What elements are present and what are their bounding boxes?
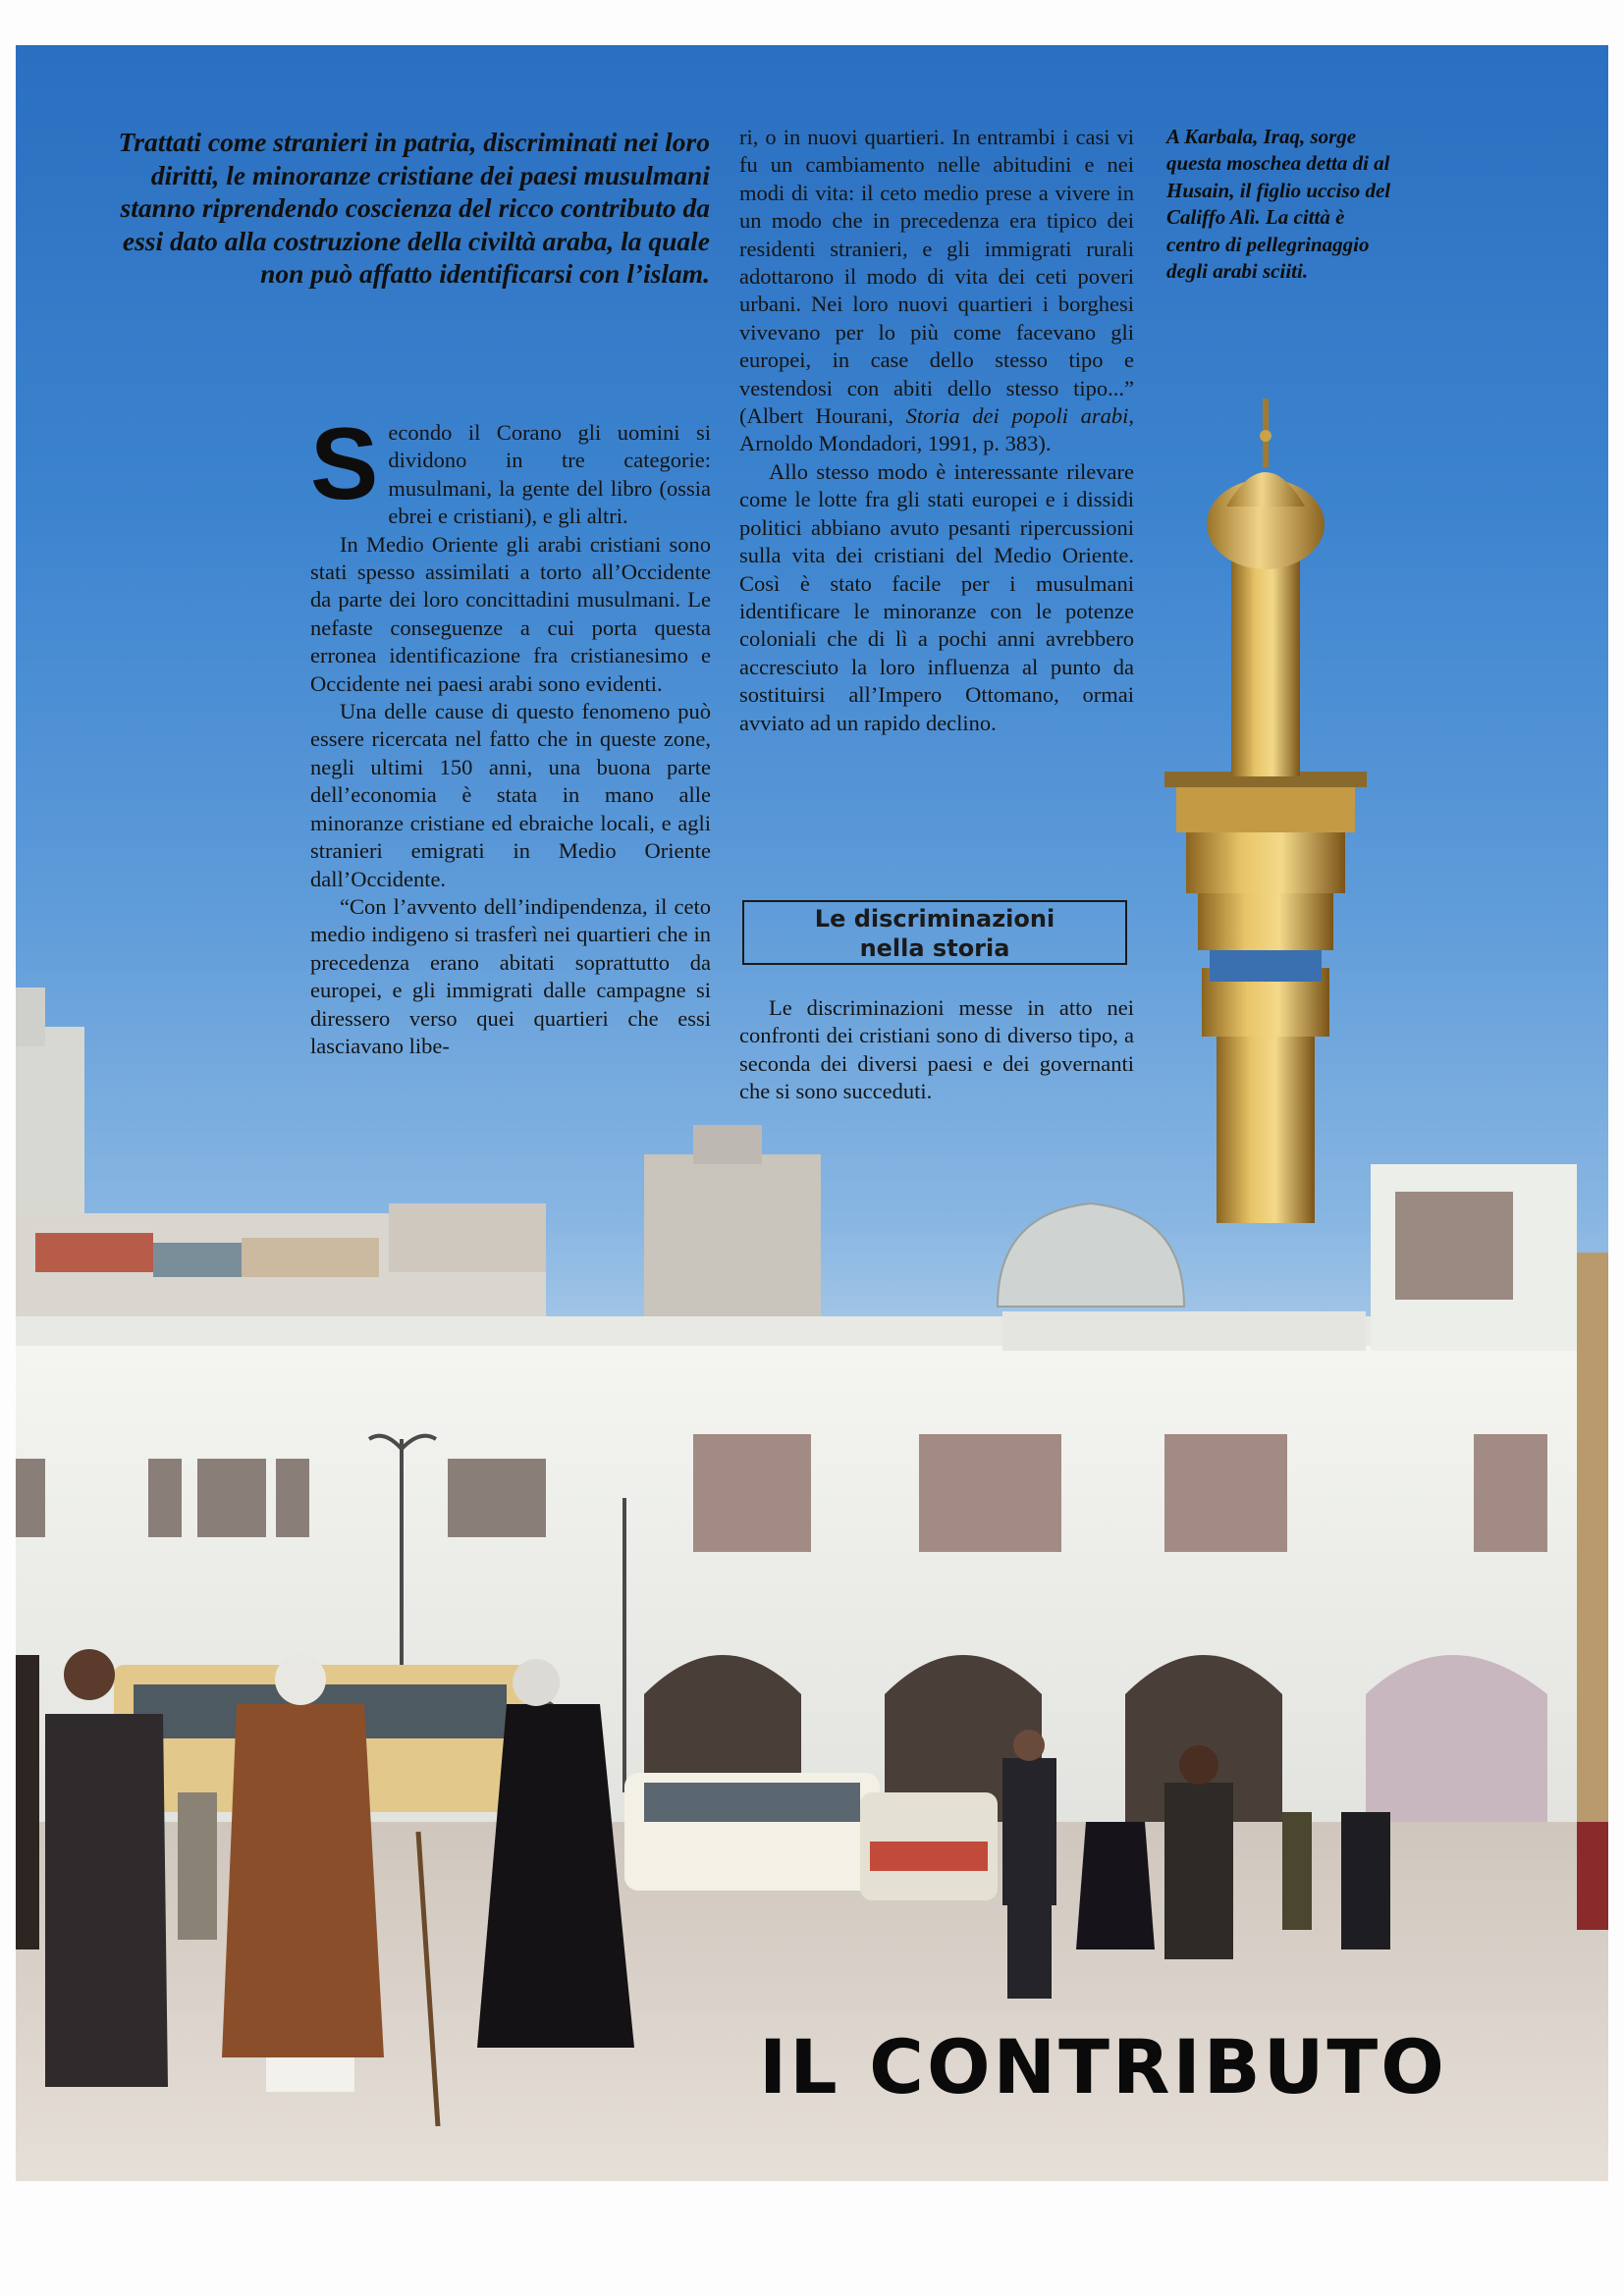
golden-minaret [1164, 399, 1367, 1223]
subheading-line: Le discriminazioni [814, 905, 1055, 933]
section-subheading [742, 900, 1127, 965]
paragraph: Le discriminazioni messe in atto nei confronti dei cristiani sono di diverso tipo, a seconda dei diversi paesi e dei governanti che si sono succeduti. [739, 995, 1134, 1104]
article-column-1 [310, 407, 711, 1060]
headline: IL CONTRIBUTO [759, 2023, 1447, 2110]
paragraph [739, 124, 1134, 458]
book-title: Storia dei popoli arabi [905, 403, 1129, 429]
paragraph [310, 407, 711, 531]
paragraph: Allo stesso modo è interessante rilevare come le lotte fra gli stati europei e i dissidi politici abbiano avuto pesanti ripercussioni sulla vita dei cristiani del Medio Oriente. Così è stato facile per i musulmani identificare le minoranze con le potenze coloniali che di lì a pochi anni avrebbero accresciuto la loro influenza al punto da sostituirsi all’Impero Ottomano, ormai avviato ad un rapido declino. [739, 458, 1134, 735]
subheading-line: nella storia [859, 934, 1010, 962]
paragraph: Una delle cause di questo fenomeno può essere ricercata nel fatto che in queste zone, negli ultimi 150 anni, una buona parte dell’economia è stata in mano alle minoranze cristiane ed ebraiche locali, e agli stranieri emigrati in Medio Oriente dall’Occidente. [310, 699, 711, 891]
article-column-2 [739, 124, 1134, 737]
paragraph-text: econdo il Corano gli uomini si dividono in tre categorie: musulmani, la gente del libro (ossia ebrei e cristiani), e gli altri. [388, 420, 711, 529]
paragraph-text: , Arnoldo Mondadori, 1991, p. 383). [739, 403, 1134, 456]
photo-caption: A Karbala, Iraq, sorge questa moschea detta di al Husain, il figlio ucciso del Califfo Alì. La città è centro di pellegrinaggio degli arabi sciiti. [1166, 125, 1391, 284]
drop-cap: S [310, 407, 379, 521]
paragraph: “Con l’avvento dell’indipendenza, il ceto medio indigeno si trasferì nei quartieri che in precedenza erano abitati soprattutto da europei, e gli immigrati dalle campagne si diressero verso quei quartieri che essi lasciavano libe- [310, 893, 711, 1058]
intro-deck: Trattati come stranieri in patria, discriminati nei loro diritti, le minoranze cristiane dei paesi musulmani stanno riprendendo coscienza del ricco contributo da essi dato alla costruzione della civiltà araba, la quale non può affatto identificarsi con l’islam. [118, 127, 710, 289]
paragraph-text: ri, o in nuovi quartieri. In entrambi i casi vi fu un cambiamento nelle abitudini e nei modi di vita: il ceto medio prese a vivere in un modo che in precedenza era tipico dei residenti stranieri, e gli immigrati rurali adottarono il modo di vita dei ceti poveri urbani. Nei loro nuovi quartieri i borghesi vivevano per lo più come facevano gli europei, in case dello stesso tipo e vestendosi con abiti dello stesso tipo...” (Albert Hourani, [739, 125, 1134, 429]
article-column-2-continued [739, 994, 1134, 1106]
magazine-page [16, 45, 1608, 2181]
glass-dome [998, 1203, 1184, 1307]
paragraph: In Medio Oriente gli arabi cristiani sono stati spesso assimilati a torto all’Occidente da parte dei loro concittadini musulmani. Le nefaste conseguenze a cui porta questa erronea identificazione fra cristianesimo e Occidente nei paesi arabi sono evidenti. [310, 531, 711, 696]
